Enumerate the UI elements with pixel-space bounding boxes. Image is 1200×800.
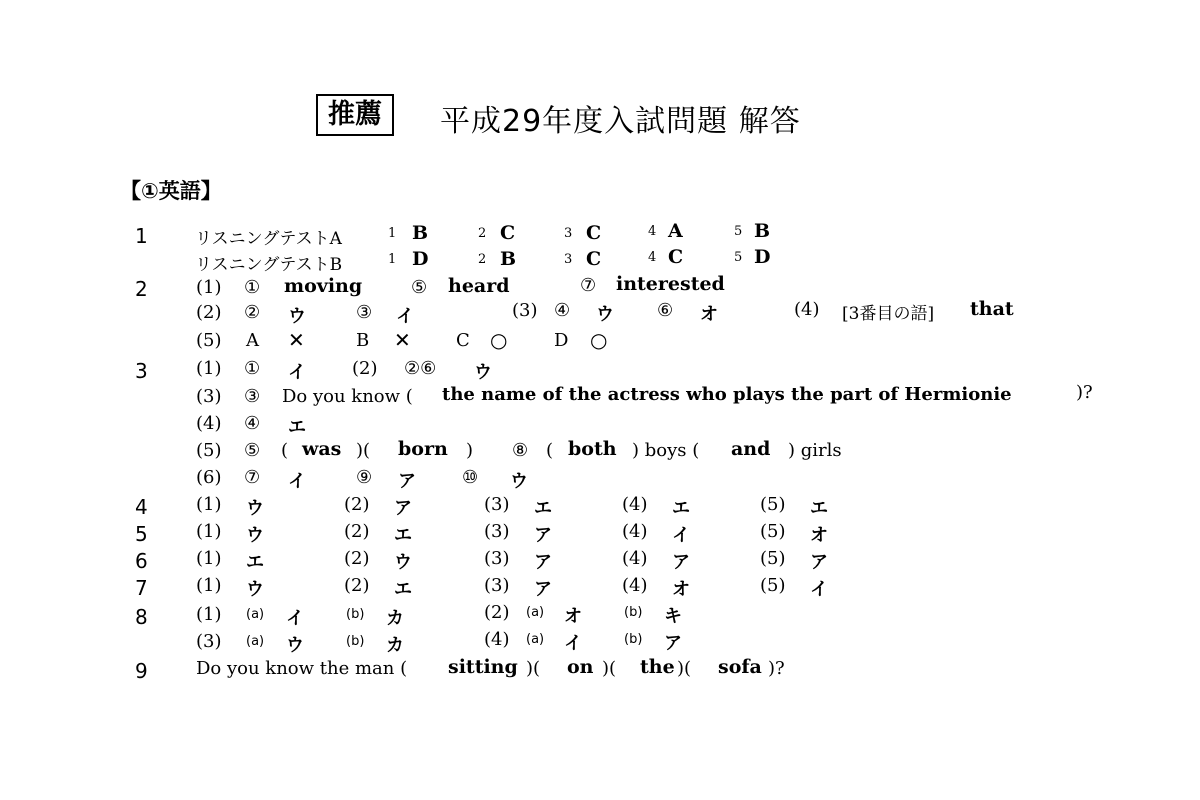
part-label: (1) xyxy=(196,548,222,569)
answer: ア xyxy=(534,579,552,600)
part-label: (2) xyxy=(344,575,370,596)
part-label: (3) xyxy=(484,548,510,569)
part-label: (3) xyxy=(196,386,222,407)
part-label: (5) xyxy=(760,575,786,596)
part-label: (5) xyxy=(196,440,222,461)
answer: B xyxy=(754,220,771,242)
part-label: (5) xyxy=(760,494,786,515)
bracket: ( xyxy=(546,440,554,461)
item-number: 4 xyxy=(648,224,657,239)
answer: ウ xyxy=(288,306,306,327)
answer: born xyxy=(398,438,448,460)
answer: ウ xyxy=(510,471,528,492)
choice-letter: D xyxy=(554,330,569,351)
part-label: (5) xyxy=(196,330,222,351)
answer: イ xyxy=(672,525,690,546)
part-label: (3) xyxy=(484,494,510,515)
answer: ア xyxy=(398,471,416,492)
circled-number: ⑨ xyxy=(356,467,373,488)
item-number: 3 xyxy=(564,252,573,267)
answer: ア xyxy=(394,498,412,519)
circled-number: ⑦ xyxy=(244,467,261,488)
answer: ア xyxy=(810,552,828,573)
sub-label: (a) xyxy=(526,605,545,620)
answer: B xyxy=(500,248,517,270)
answer: ウ xyxy=(246,498,264,519)
answer: イ xyxy=(288,362,306,383)
item-number: 5 xyxy=(734,250,743,265)
answer: エ xyxy=(672,498,690,519)
question-number-8: 8 xyxy=(135,605,148,629)
answer: B xyxy=(412,222,429,244)
answer: イ xyxy=(288,471,306,492)
circled-number: ① xyxy=(244,358,261,379)
answer: エ xyxy=(394,525,412,546)
answer: ウ xyxy=(246,525,264,546)
part-label: (4) xyxy=(196,413,222,434)
sub-label: (b) xyxy=(346,634,365,649)
answer: オ xyxy=(672,579,690,600)
item-number: 4 xyxy=(648,250,657,265)
answer: D xyxy=(754,246,771,268)
circled-number: ③ xyxy=(244,386,261,407)
sub-label: (a) xyxy=(526,632,545,647)
sub-label: (a) xyxy=(246,634,265,649)
item-number: 3 xyxy=(564,226,573,241)
part-label: (5) xyxy=(760,548,786,569)
answer: A xyxy=(668,220,683,242)
question-text: ) girls xyxy=(788,440,842,461)
part-label: (3) xyxy=(484,521,510,542)
bracket: )( xyxy=(602,658,617,679)
question-text: Do you know ( xyxy=(282,386,413,407)
part-label: (4) xyxy=(622,548,648,569)
answer: イ xyxy=(810,579,828,600)
sub-label: (a) xyxy=(246,607,265,622)
bracket: )( xyxy=(356,440,371,461)
part-label: (5) xyxy=(760,521,786,542)
answer: キ xyxy=(664,606,682,627)
circled-number: ②⑥ xyxy=(404,358,437,379)
answer: interested xyxy=(616,273,725,295)
question-number: 4 xyxy=(135,495,148,519)
answer: エ xyxy=(534,498,552,519)
sub-label: (b) xyxy=(624,605,643,620)
item-number: 5 xyxy=(734,224,743,239)
part-label: (3) xyxy=(484,575,510,596)
answer: カ xyxy=(386,608,404,629)
listening-b-label: リスニングテストB xyxy=(195,255,343,275)
choice-letter: C xyxy=(456,330,470,351)
answer: the name of the actress who plays the part of Hermionie xyxy=(442,384,1012,405)
question-number: 6 xyxy=(135,549,148,573)
circled-number: ② xyxy=(244,302,261,323)
item-number: 2 xyxy=(478,252,487,267)
part-label: (2) xyxy=(344,548,370,569)
bracket: ( xyxy=(281,440,289,461)
circled-number: ④ xyxy=(554,300,571,321)
question-number-3: 3 xyxy=(135,359,148,383)
part-label: (2) xyxy=(344,521,370,542)
answer: ア xyxy=(534,525,552,546)
question-number-2: 2 xyxy=(135,277,148,301)
part-label: (3) xyxy=(512,300,538,321)
part-label: (4) xyxy=(794,299,820,320)
recommendation-badge: 推薦 xyxy=(316,94,394,136)
answer: heard xyxy=(448,275,510,297)
answer: was xyxy=(302,438,342,460)
question-number-1: 1 xyxy=(135,224,148,248)
part-label: (2) xyxy=(344,494,370,515)
answer: C xyxy=(586,248,602,270)
answer: C xyxy=(586,222,602,244)
item-number: 2 xyxy=(478,226,487,241)
answer: C xyxy=(668,246,684,268)
answer: ウ xyxy=(394,552,412,573)
part-label: (1) xyxy=(196,494,222,515)
answer: イ xyxy=(396,306,414,327)
part-label: (1) xyxy=(196,277,222,298)
part-label: (4) xyxy=(622,521,648,542)
part-label: (1) xyxy=(196,358,222,379)
answer: ア xyxy=(672,552,690,573)
circled-number: ⑤ xyxy=(244,440,261,461)
word-position-note: [3番目の語] xyxy=(842,304,935,324)
choice-letter: A xyxy=(246,330,259,351)
bracket: ) xyxy=(466,440,474,461)
circled-number: ④ xyxy=(244,413,261,434)
question-number: 5 xyxy=(135,522,148,546)
answer: ウ xyxy=(246,579,264,600)
question-number: 7 xyxy=(135,576,148,600)
answer: the xyxy=(640,656,675,678)
part-label: (1) xyxy=(196,575,222,596)
answer: イ xyxy=(286,608,304,629)
part-label: (2) xyxy=(484,602,510,623)
circled-number: ⑧ xyxy=(512,440,529,461)
sub-label: (b) xyxy=(624,632,643,647)
answer: sofa xyxy=(718,656,762,678)
answer: オ xyxy=(700,304,718,325)
answer: エ xyxy=(246,552,264,573)
answer: エ xyxy=(288,417,306,438)
answer: ウ xyxy=(286,635,304,656)
answer: ウ xyxy=(474,362,492,383)
question-number-9: 9 xyxy=(135,659,148,683)
part-label: (6) xyxy=(196,467,222,488)
answer: D xyxy=(412,248,429,270)
item-number: 1 xyxy=(388,252,397,267)
bracket: )( xyxy=(526,658,541,679)
answer: カ xyxy=(386,635,404,656)
answer: moving xyxy=(284,275,363,297)
question-text: )? xyxy=(768,658,785,679)
answer: ア xyxy=(664,633,682,654)
part-label: (2) xyxy=(196,302,222,323)
answer: エ xyxy=(810,498,828,519)
answer: ア xyxy=(534,552,552,573)
answer: C xyxy=(500,222,516,244)
question-text: Do you know the man ( xyxy=(196,658,408,679)
answer: ✕ xyxy=(288,328,305,352)
page-title: 平成29年度入試問題 解答 xyxy=(440,104,801,139)
answer: sitting xyxy=(448,656,518,678)
circled-number: ① xyxy=(244,277,261,298)
answer: ウ xyxy=(596,304,614,325)
part-label: (1) xyxy=(196,521,222,542)
part-label: (2) xyxy=(352,358,378,379)
question-text: )? xyxy=(1076,382,1093,403)
part-label: (4) xyxy=(622,575,648,596)
answer: ○ xyxy=(590,328,608,352)
answer: and xyxy=(731,438,771,460)
circled-number: ⑥ xyxy=(657,300,674,321)
bracket: )( xyxy=(677,658,692,679)
circled-number: ⑩ xyxy=(462,467,479,488)
answer: オ xyxy=(810,525,828,546)
answer: ✕ xyxy=(394,328,411,352)
section-heading: 【①英語】 xyxy=(120,179,222,203)
circled-number: ⑤ xyxy=(411,277,428,298)
circled-number: ③ xyxy=(356,302,373,323)
answer: エ xyxy=(394,579,412,600)
choice-letter: B xyxy=(356,330,370,351)
sub-label: (b) xyxy=(346,607,365,622)
part-label: (1) xyxy=(196,604,222,625)
answer: ○ xyxy=(490,328,508,352)
question-text: ) boys ( xyxy=(632,440,700,461)
answer: イ xyxy=(564,633,582,654)
circled-number: ⑦ xyxy=(580,275,597,296)
listening-a-label: リスニングテストA xyxy=(195,229,342,249)
part-label: (3) xyxy=(196,631,222,652)
part-label: (4) xyxy=(484,629,510,650)
part-label: (4) xyxy=(622,494,648,515)
answer: that xyxy=(970,298,1014,320)
answer: both xyxy=(568,438,617,460)
item-number: 1 xyxy=(388,226,397,241)
answer: on xyxy=(567,656,594,678)
answer: オ xyxy=(564,606,582,627)
